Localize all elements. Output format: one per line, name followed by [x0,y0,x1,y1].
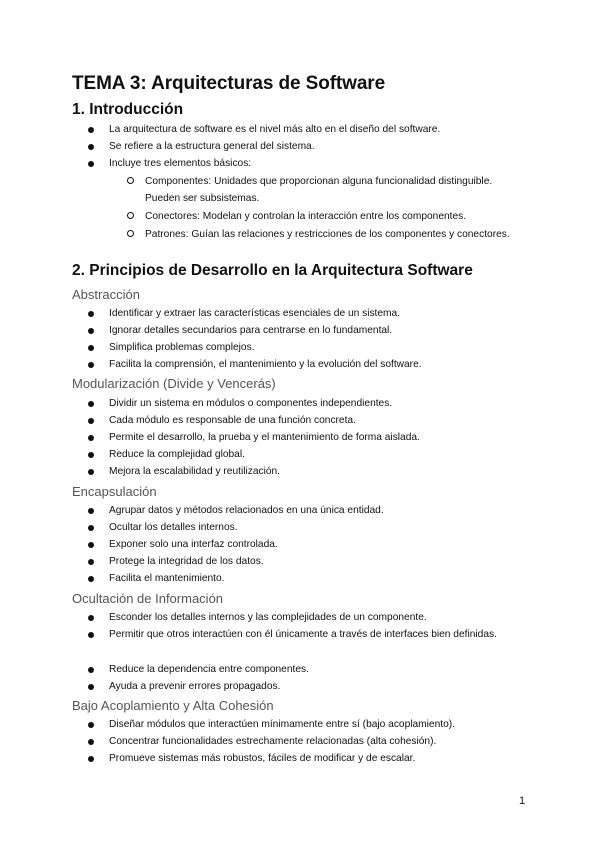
bullet-icon [88,615,94,621]
list-item: Identificar y extraer las características esenciales de un sistema. [109,308,401,319]
list-item: Facilita la comprensión, el mantenimiento y la evolución del software. [109,359,422,370]
list-item: Permitir que otros interactúen con él únicamente a través de interfaces bien definidas. [109,629,497,640]
list-item: Ayuda a prevenir errores propagados. [109,681,281,692]
bullet-icon [88,739,94,745]
bullet-icon [88,144,94,150]
section-heading-principios: 2. Principios de Desarrollo en la Arquitectura Software [72,262,473,279]
document-title: TEMA 3: Arquitecturas de Software [72,73,386,94]
bullet-icon [88,576,94,582]
bullet-icon [88,452,94,458]
list-item: Agrupar datos y métodos relacionados en una única entidad. [109,505,384,516]
list-item: Concentrar funcionalidades estrechamente relacionadas (alta cohesión). [109,736,437,747]
circle-bullet-icon [127,230,134,237]
bullet-icon [88,469,94,475]
bullet-icon [88,401,94,407]
list-item: Incluye tres elementos básicos: [109,158,252,169]
subsection-heading-ocultacion: Ocultación de Información [72,591,224,606]
list-item: Promueve sistemas más robustos, fáciles de modificar y de escalar. [109,753,416,764]
list-item: La arquitectura de software es el nivel más alto en el diseño del software. [109,124,441,135]
list-item: Se refiere a la estructura general del sistema. [109,141,315,152]
list-item: Protege la integridad de los datos. [109,556,264,567]
bullet-icon [88,508,94,514]
circle-bullet-icon [127,177,134,184]
sub-list-item: Patrones: Guían las relaciones y restricciones de los componentes y conectores. [145,229,510,240]
circle-bullet-icon [127,212,134,219]
bullet-icon [88,311,94,317]
bullet-icon [88,525,94,531]
list-item: Exponer solo una interfaz controlada. [109,539,278,550]
list-item: Permite el desarrollo, la prueba y el mantenimiento de forma aislada. [109,432,420,443]
subsection-heading-acoplamiento: Bajo Acoplamiento y Alta Cohesión [72,698,274,713]
list-item: Cada módulo es responsable de una función concreta. [109,415,356,426]
sub-list-item: Componentes: Unidades que proporcionan alguna funcionalidad distinguible. Pueden ser subsistemas. [145,176,493,204]
subsection-heading-encapsulacion: Encapsulación [72,484,157,499]
bullet-icon [88,559,94,565]
bullet-icon [88,756,94,762]
bullet-icon [88,362,94,368]
list-item: Reduce la complejidad global. [109,449,245,460]
bullet-icon [88,435,94,441]
bullet-icon [88,722,94,728]
bullet-icon [88,418,94,424]
bullet-icon [88,161,94,167]
bullet-icon [88,632,94,638]
list-item: Diseñar módulos que interactúen mínimamente entre sí (bajo acoplamiento). [109,719,455,730]
list-item: Esconder los detalles internos y las complejidades de un componente. [109,612,427,623]
bullet-icon [88,684,94,690]
list-item: Dividir un sistema en módulos o componentes independientes. [109,398,393,409]
list-item: Ocultar los detalles internos. [109,522,238,533]
list-item: Mejora la escalabilidad y reutilización. [109,466,281,477]
bullet-icon [88,542,94,548]
bullet-icon [88,345,94,351]
page-number: 1 [519,795,526,807]
bullet-icon [88,328,94,334]
list-item: Facilita el mantenimiento. [109,573,225,584]
list-item: Reduce la dependencia entre componentes. [109,664,309,675]
section-heading-introduccion: 1. Introducción [72,101,184,118]
subsection-heading-abstraccion: Abstracción [72,287,140,302]
sub-list-item: Conectores: Modelan y controlan la interacción entre los componentes. [145,211,467,222]
list-item: Simplifica problemas complejos. [109,342,255,353]
bullet-icon [88,667,94,673]
subsection-heading-modularizacion: Modularización (Divide y Vencerás) [72,376,276,391]
bullet-icon [88,127,94,133]
list-item: Ignorar detalles secundarios para centrarse en lo fundamental. [109,325,393,336]
